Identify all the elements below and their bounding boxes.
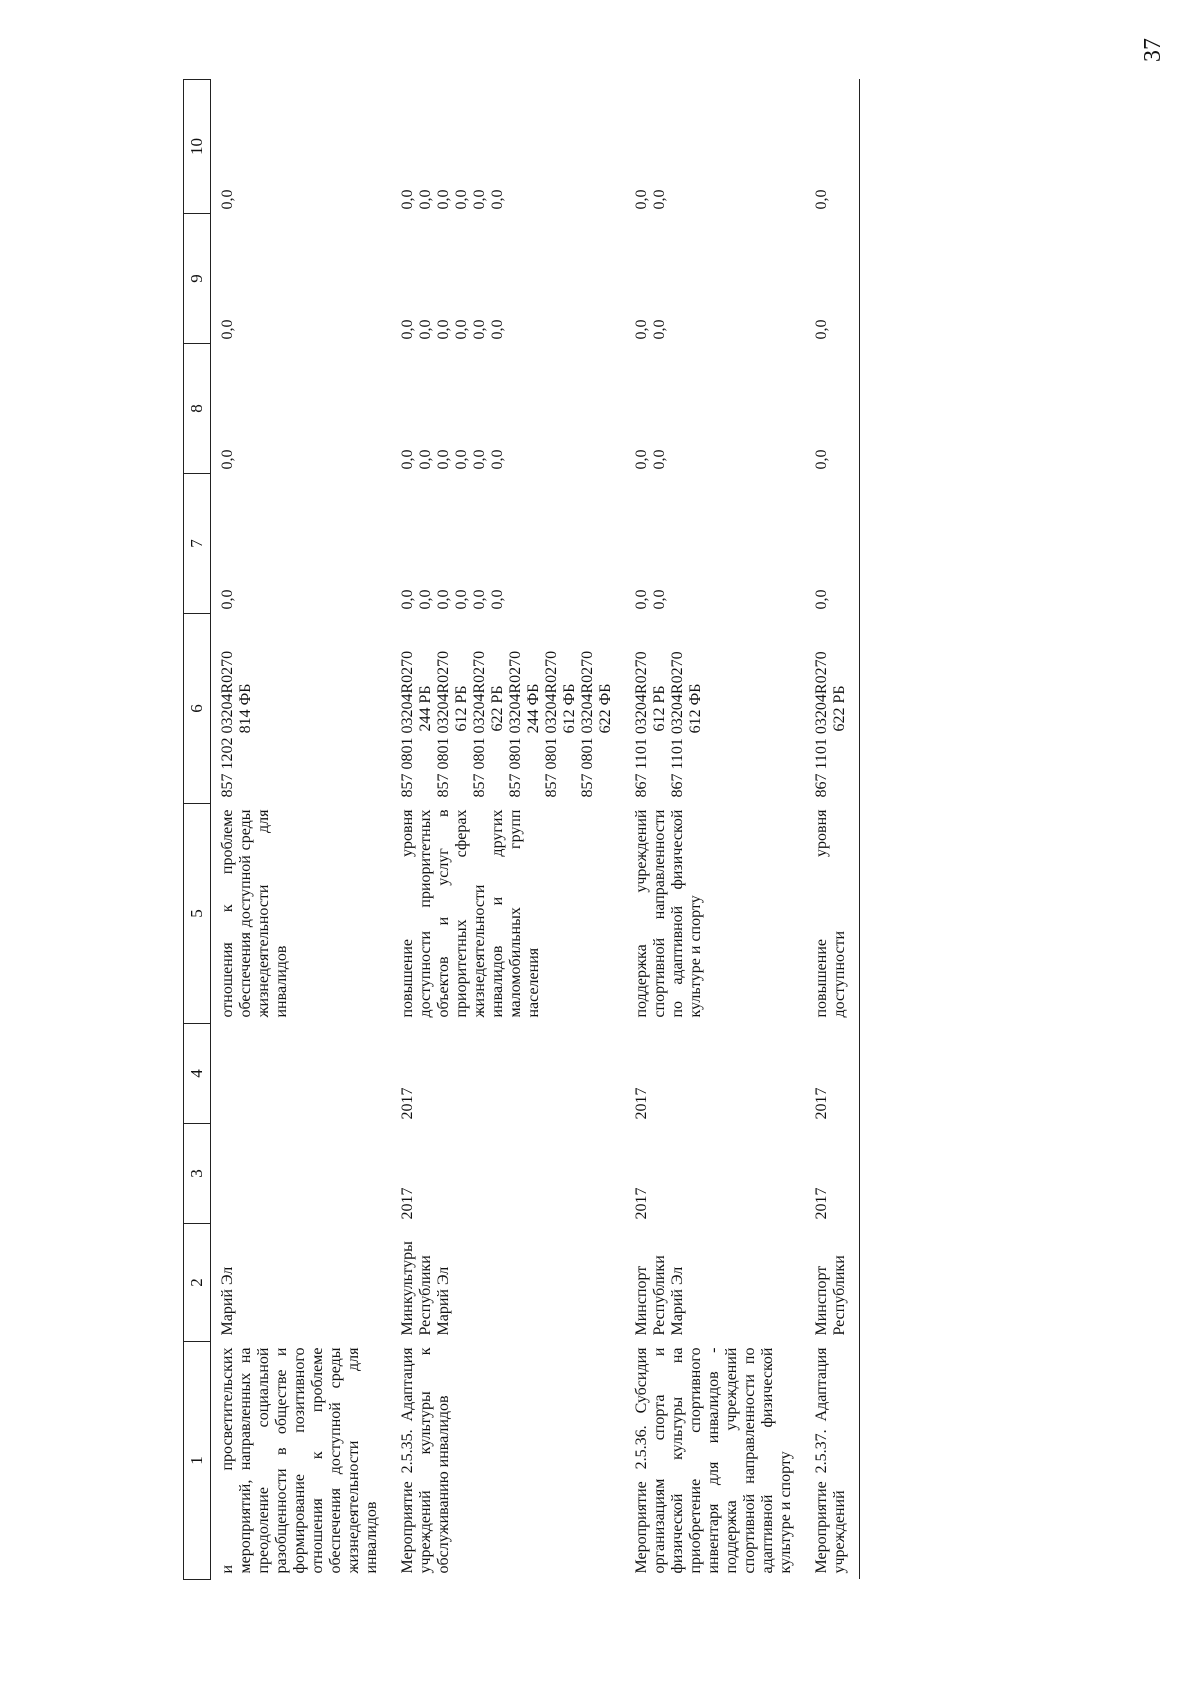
cell-c1: Мероприятие 2.5.36. Субсидия организациям спорта и физической культуры на приобретение спортивного инвентаря для инвалидов - поддержка учреждений спортивной направленности по адаптивной физической культуре и спорту bbox=[633, 1347, 794, 1574]
cell-line: 857 0801 03204R0270 bbox=[507, 650, 524, 798]
cell-c10 bbox=[805, 80, 859, 214]
cell-line: 0,0 bbox=[633, 319, 650, 340]
cell-line: Республики bbox=[831, 1255, 848, 1336]
col-header: 10 bbox=[184, 80, 211, 214]
cell-line: 0,0 bbox=[417, 319, 434, 340]
cell-c1: Мероприятие 2.5.37. Адаптация учреждений bbox=[813, 1347, 848, 1574]
cell-line: 0,0 bbox=[651, 189, 668, 210]
cell-c6 bbox=[211, 614, 392, 804]
page-number: 37 bbox=[1140, 38, 1166, 62]
cell-line: 0,0 bbox=[651, 589, 668, 610]
cell-line: 0,0 bbox=[813, 449, 830, 470]
cell-line: 0,0 bbox=[471, 319, 488, 340]
cell-line: 622 РБ bbox=[489, 685, 506, 732]
cell-line: 0,0 bbox=[219, 449, 236, 470]
col-header: 3 bbox=[184, 1124, 211, 1224]
cell-line: Минспорт bbox=[813, 1265, 830, 1336]
cell-line: 0,0 bbox=[471, 449, 488, 470]
cell-c1: и просветительских мероприятий, направленных на преодоление социальной разобщенности в обществе и формирование позитивного отношения к проблеме обеспечения доступной среды жизнедеятельности для инвалидов bbox=[219, 1347, 380, 1574]
table-row bbox=[625, 80, 805, 1580]
cell-line: 0,0 bbox=[435, 589, 452, 610]
cell-line: 0,0 bbox=[489, 589, 506, 610]
cell-line: 0,0 bbox=[651, 449, 668, 470]
col-header: 8 bbox=[184, 344, 211, 474]
cell-c7 bbox=[805, 474, 859, 614]
cell-c2 bbox=[625, 1224, 805, 1342]
cell-line: 0,0 bbox=[219, 589, 236, 610]
cell-line: 612 ФБ bbox=[561, 683, 578, 734]
cell-line: 857 0801 03204R0270 bbox=[471, 650, 488, 798]
cell-line: 0,0 bbox=[399, 589, 416, 610]
cell-c9 bbox=[391, 214, 625, 344]
cell-c2 bbox=[211, 1224, 392, 1342]
col-header: 9 bbox=[184, 214, 211, 344]
cell-line: 0,0 bbox=[435, 189, 452, 210]
program-table bbox=[183, 79, 860, 1580]
cell-c5: повышение уровня доступности приоритетных объектов и услуг в приоритетных сферах жизнедеятельности инвалидов и других маломобильных групп населения bbox=[399, 809, 542, 1018]
cell-c5: повышение уровня доступности bbox=[813, 809, 848, 1018]
cell-c6 bbox=[805, 614, 859, 804]
table-row bbox=[211, 80, 392, 1580]
cell-line: 0,0 bbox=[219, 189, 236, 210]
cell-c6 bbox=[625, 614, 805, 804]
cell-c9 bbox=[805, 214, 859, 344]
table-row bbox=[805, 80, 859, 1580]
cell-line: 0,0 bbox=[399, 319, 416, 340]
cell-line: 0,0 bbox=[633, 189, 650, 210]
cell-c8 bbox=[391, 344, 625, 474]
cell-line: 0,0 bbox=[219, 319, 236, 340]
cell-line: 857 0801 03204R0270 bbox=[543, 650, 560, 798]
cell-line: 857 0801 03204R0270 bbox=[435, 650, 452, 798]
cell-line: 244 ФБ bbox=[525, 683, 542, 734]
cell-c10 bbox=[391, 80, 625, 214]
cell-c3: 2017 bbox=[633, 1187, 650, 1220]
cell-c3 bbox=[211, 1124, 392, 1224]
cell-line: 0,0 bbox=[489, 319, 506, 340]
cell-line: 0,0 bbox=[435, 319, 452, 340]
cell-line: 0,0 bbox=[633, 449, 650, 470]
cell-line: 857 0801 03204R0270 bbox=[399, 650, 416, 798]
cell-c9 bbox=[211, 214, 392, 344]
cell-c10 bbox=[625, 80, 805, 214]
cell-line: 0,0 bbox=[453, 319, 470, 340]
cell-c6 bbox=[391, 614, 625, 804]
cell-c4: 2017 bbox=[813, 1087, 830, 1120]
cell-line: 0,0 bbox=[399, 189, 416, 210]
cell-line: Марий Эл bbox=[669, 1266, 686, 1336]
cell-line: 0,0 bbox=[453, 589, 470, 610]
cell-line: 0,0 bbox=[489, 449, 506, 470]
cell-line: 0,0 bbox=[417, 449, 434, 470]
col-header: 5 bbox=[184, 804, 211, 1024]
cell-c7 bbox=[625, 474, 805, 614]
cell-line: Марий Эл bbox=[435, 1266, 452, 1336]
cell-line: Республики bbox=[651, 1255, 668, 1336]
cell-c9 bbox=[625, 214, 805, 344]
col-header: 6 bbox=[184, 614, 211, 804]
cell-c8 bbox=[625, 344, 805, 474]
cell-c7 bbox=[391, 474, 625, 614]
col-header: 7 bbox=[184, 474, 211, 614]
rotated-table-sheet bbox=[183, 80, 1188, 1580]
cell-c10 bbox=[211, 80, 392, 214]
cell-c1: Мероприятие 2.5.35. Адаптация учреждений культуры к обслуживанию инвалидов bbox=[399, 1347, 452, 1574]
cell-line: Минкультуры bbox=[399, 1241, 416, 1336]
cell-line: 867 1101 03204R0270 bbox=[669, 651, 686, 798]
cell-line: 0,0 bbox=[813, 319, 830, 340]
cell-c2 bbox=[805, 1224, 859, 1342]
cell-c8 bbox=[211, 344, 392, 474]
cell-line: 612 РБ bbox=[453, 685, 470, 732]
cell-c8 bbox=[805, 344, 859, 474]
cell-c4: 2017 bbox=[399, 1087, 416, 1120]
cell-line: 0,0 bbox=[435, 449, 452, 470]
col-header: 2 bbox=[184, 1224, 211, 1342]
cell-line: 867 1101 03204R0270 bbox=[813, 651, 830, 798]
cell-line: 244 РБ bbox=[417, 685, 434, 732]
cell-line: 622 РБ bbox=[831, 685, 848, 732]
cell-line: 0,0 bbox=[417, 189, 434, 210]
cell-line: Минспорт bbox=[633, 1265, 650, 1336]
cell-c3: 2017 bbox=[813, 1187, 830, 1220]
cell-line: 814 ФБ bbox=[237, 683, 254, 734]
cell-line: 0,0 bbox=[417, 589, 434, 610]
col-header: 4 bbox=[184, 1024, 211, 1124]
cell-line: 612 ФБ bbox=[687, 683, 704, 734]
cell-line: Марий Эл bbox=[219, 1266, 236, 1336]
cell-line: 0,0 bbox=[813, 189, 830, 210]
cell-line: 0,0 bbox=[471, 189, 488, 210]
cell-c4: 2017 bbox=[633, 1087, 650, 1120]
cell-c7 bbox=[211, 474, 392, 614]
cell-line: 867 1101 03204R0270 bbox=[633, 651, 650, 798]
cell-line: 0,0 bbox=[399, 449, 416, 470]
cell-c2 bbox=[391, 1224, 625, 1342]
cell-line: 0,0 bbox=[489, 189, 506, 210]
cell-line: 0,0 bbox=[813, 589, 830, 610]
cell-line: 0,0 bbox=[651, 319, 668, 340]
cell-line: 857 1202 03204R0270 bbox=[219, 650, 236, 798]
cell-line: 857 0801 03204R0270 bbox=[579, 650, 596, 798]
header-row bbox=[184, 80, 211, 1580]
table-row bbox=[391, 80, 625, 1580]
cell-line: 0,0 bbox=[453, 189, 470, 210]
cell-line: Республики bbox=[417, 1255, 434, 1336]
cell-c5: поддержка учреждений спортивной направленности по адаптивной физической культуре и спорту bbox=[633, 809, 704, 1018]
col-header: 1 bbox=[184, 1342, 211, 1580]
cell-line: 622 ФБ bbox=[597, 683, 614, 734]
cell-c5: отношения к проблеме обеспечения доступной среды жизнедеятельности для инвалидов bbox=[219, 809, 290, 1018]
cell-c4 bbox=[211, 1024, 392, 1124]
cell-line: 0,0 bbox=[633, 589, 650, 610]
cell-c3: 2017 bbox=[399, 1187, 416, 1220]
cell-line: 612 РБ bbox=[651, 685, 668, 732]
cell-line: 0,0 bbox=[471, 589, 488, 610]
cell-line: 0,0 bbox=[453, 449, 470, 470]
